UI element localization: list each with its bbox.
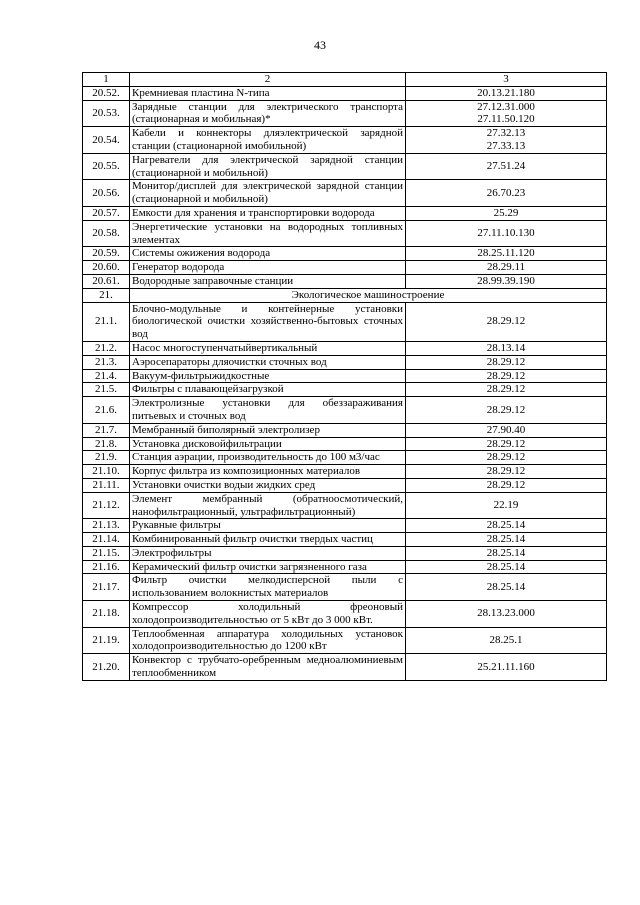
row-number: 21.6. [83, 397, 130, 424]
okpd2-code: 26.70.23 [486, 186, 526, 199]
table-row [83, 341, 607, 355]
okpd2-code: 27.12.31.000 [477, 100, 535, 113]
product-name: Установка дисковойфильтрации [130, 437, 406, 451]
product-name: Комбинированный фильтр очистки твердых частиц [130, 533, 406, 547]
page-number: 43 [314, 38, 326, 52]
table-row [83, 153, 607, 180]
okpd2-code-cell [406, 302, 607, 341]
okpd2-code: 28.13.23.000 [477, 607, 535, 620]
product-name: Мембранный биполярный электролизер [130, 423, 406, 437]
row-number: 21.13. [83, 519, 130, 533]
row-number: 20.61. [83, 274, 130, 288]
okpd2-code-cell [406, 261, 607, 275]
table-row [83, 437, 607, 451]
product-name: Монитор/дисплей для электрической зарядной станции (стационарной и мобильной) [130, 180, 406, 207]
table-row [83, 383, 607, 397]
row-number: 21.9. [83, 451, 130, 465]
product-name: Системы ожижения водорода [130, 247, 406, 261]
okpd2-code: 20.13.21.180 [477, 86, 535, 99]
product-name: Корпус фильтра из композиционных материалов [130, 465, 406, 479]
product-name: Фильтры с плавающейзагрузкой [130, 383, 406, 397]
okpd2-code-cell [406, 180, 607, 207]
row-number: 20.52. [83, 86, 130, 100]
okpd2-code: 28.29.12 [486, 369, 526, 382]
column-header: 1 [83, 73, 130, 87]
product-name: Нагреватели для электрической зарядной станции (стационарной и мобильной) [130, 153, 406, 180]
okpd2-code: 28.25.14 [486, 546, 526, 559]
table-row [83, 261, 607, 275]
okpd2-code: 27.51.24 [486, 160, 526, 173]
row-number: 20.56. [83, 180, 130, 207]
product-name: Элемент мембранный (обратноосмотический, нанофильтрационный, ультрафильтрационный) [130, 492, 406, 519]
row-number: 21.18. [83, 601, 130, 628]
row-number: 20.54. [83, 127, 130, 154]
okpd2-code-cell [406, 601, 607, 628]
okpd2-code-cell [406, 654, 607, 681]
okpd2-code: 28.29.12 [486, 465, 526, 478]
okpd2-code-cell [406, 627, 607, 654]
okpd2-code: 28.29.12 [486, 383, 526, 396]
okpd2-code-cell [406, 355, 607, 369]
product-name: Электролизные установки для обеззараживания питьевых и сточных вод [130, 397, 406, 424]
okpd2-code: 28.25.1 [489, 634, 523, 647]
row-number: 21.17. [83, 574, 130, 601]
section-title: Экологическое машиностроение [130, 288, 607, 302]
okpd2-code-cell [406, 220, 607, 247]
table-row [83, 627, 607, 654]
table-row [83, 465, 607, 479]
okpd2-code-cell [406, 519, 607, 533]
column-header: 3 [406, 73, 607, 87]
row-number: 21.14. [83, 533, 130, 547]
table-row [83, 127, 607, 154]
table-row [83, 519, 607, 533]
okpd2-code: 28.29.12 [486, 315, 526, 328]
okpd2-code-cell [406, 341, 607, 355]
table-header-row [83, 73, 607, 87]
table-row [83, 86, 607, 100]
okpd2-code: 25.21.11.160 [477, 660, 535, 673]
okpd2-code: 28.29.12 [486, 451, 526, 464]
table-row [83, 478, 607, 492]
row-number: 21.20. [83, 654, 130, 681]
okpd2-code-cell [406, 383, 607, 397]
okpd2-code: 28.29.12 [486, 478, 526, 491]
table-row [83, 180, 607, 207]
table-row [83, 451, 607, 465]
okpd2-code-cell [406, 533, 607, 547]
okpd2-code: 28.25.14 [486, 533, 526, 546]
okpd2-code: 28.25.14 [486, 560, 526, 573]
product-name: Станция аэрации, производительность до 100 м3/час [130, 451, 406, 465]
okpd2-code-cell [406, 546, 607, 560]
okpd2-code: 28.29.12 [486, 437, 526, 450]
okpd2-code: 27.33.13 [486, 139, 526, 152]
product-name: Керамический фильтр очистки загрязненного газа [130, 560, 406, 574]
okpd2-code-cell [406, 437, 607, 451]
okpd2-code-cell [406, 397, 607, 424]
product-name: Генератор водорода [130, 261, 406, 275]
column-header: 2 [130, 73, 406, 87]
row-number: 21.5. [83, 383, 130, 397]
row-number: 21.15. [83, 546, 130, 560]
product-name: Энергетические установки на водородных топливных элементах [130, 220, 406, 247]
okpd2-code: 27.90.40 [486, 423, 526, 436]
row-number: 21.4. [83, 369, 130, 383]
table-row [83, 560, 607, 574]
table-row [83, 302, 607, 341]
table-row [83, 369, 607, 383]
product-name: Теплообменная аппаратура холодильных установок холодопроизводительностью до 1200 кВт [130, 627, 406, 654]
okpd2-code-cell [406, 451, 607, 465]
product-name: Фильтр очистки мелкодисперсной пыли с использованием волокнистых материалов [130, 574, 406, 601]
okpd2-code: 28.29.11 [486, 261, 526, 274]
table-row [83, 274, 607, 288]
table-row [83, 574, 607, 601]
okpd2-code-cell [406, 465, 607, 479]
table-row [83, 423, 607, 437]
okpd2-code: 28.25.11.120 [477, 247, 535, 260]
okpd2-code: 27.11.50.120 [477, 113, 535, 126]
table-row [83, 492, 607, 519]
okpd2-code: 28.99.39.190 [477, 274, 535, 287]
row-number: 20.55. [83, 153, 130, 180]
product-name: Зарядные станции для электрического транспорта (стационарная и мобильная)* [130, 100, 406, 127]
product-name: Блочно-модульные и контейнерные установки биологической очистки хозяйственно-бытовых сточных вод [130, 302, 406, 341]
product-name: Водородные заправочные станции [130, 274, 406, 288]
table-row [83, 100, 607, 127]
table-row [83, 247, 607, 261]
row-number: 21.8. [83, 437, 130, 451]
product-name: Емкости для хранения и транспортировки водорода [130, 206, 406, 220]
okpd2-code: 22.19 [493, 499, 519, 512]
row-number: 21.19. [83, 627, 130, 654]
row-number: 20.60. [83, 261, 130, 275]
row-number: 21.7. [83, 423, 130, 437]
okpd2-code: 28.25.14 [486, 519, 526, 532]
table-row [83, 546, 607, 560]
row-number: 21.1. [83, 302, 130, 341]
product-name: Конвектор с трубчато-оребренным медноалюминиевым теплообменником [130, 654, 406, 681]
row-number: 21.12. [83, 492, 130, 519]
okpd2-code-cell [406, 574, 607, 601]
product-name: Установки очистки водыи жидких сред [130, 478, 406, 492]
row-number: 20.59. [83, 247, 130, 261]
okpd2-code: 28.25.14 [486, 580, 526, 593]
classification-table [82, 72, 607, 681]
okpd2-code-cell [406, 492, 607, 519]
product-name: Компрессор холодильный фреоновый холодопроизводительностью от 5 кВт до 3 000 кВт. [130, 601, 406, 628]
row-number: 21.10. [83, 465, 130, 479]
table-row [83, 206, 607, 220]
okpd2-code: 28.13.14 [486, 341, 526, 354]
product-name: Аэросепараторы дляочистки сточных вод [130, 355, 406, 369]
okpd2-code-cell [406, 206, 607, 220]
section-row [83, 288, 607, 302]
table-row [83, 220, 607, 247]
product-name: Насос многоступенчатыйвертикальный [130, 341, 406, 355]
okpd2-code-cell [406, 560, 607, 574]
row-number: 21.2. [83, 341, 130, 355]
okpd2-code-cell [406, 274, 607, 288]
table-row [83, 654, 607, 681]
table-row [83, 533, 607, 547]
table-row [83, 355, 607, 369]
row-number: 21. [83, 288, 130, 302]
row-number: 21.16. [83, 560, 130, 574]
okpd2-code: 27.32.13 [486, 127, 526, 140]
row-number: 20.53. [83, 100, 130, 127]
okpd2-code-cell [406, 100, 607, 127]
product-name: Кабели и коннекторы дляэлектрической зарядной станции (стационарной имобильной) [130, 127, 406, 154]
okpd2-code-cell [406, 247, 607, 261]
product-name: Рукавные фильтры [130, 519, 406, 533]
table-row [83, 601, 607, 628]
okpd2-code-cell [406, 127, 607, 154]
okpd2-code-cell [406, 153, 607, 180]
okpd2-code: 28.29.12 [486, 355, 526, 368]
okpd2-code-cell [406, 86, 607, 100]
row-number: 20.58. [83, 220, 130, 247]
table-row [83, 397, 607, 424]
product-name: Электрофильтры [130, 546, 406, 560]
product-name: Вакуум-фильтрыжидкостные [130, 369, 406, 383]
okpd2-code: 28.29.12 [486, 403, 526, 416]
okpd2-code-cell [406, 369, 607, 383]
table-body [83, 86, 607, 680]
row-number: 21.11. [83, 478, 130, 492]
row-number: 21.3. [83, 355, 130, 369]
okpd2-code: 25.29 [493, 206, 519, 219]
row-number: 20.57. [83, 206, 130, 220]
okpd2-code-cell [406, 423, 607, 437]
okpd2-code-cell [406, 478, 607, 492]
okpd2-code: 27.11.10.130 [477, 227, 535, 240]
product-name: Кремниевая пластина N-типа [130, 86, 406, 100]
